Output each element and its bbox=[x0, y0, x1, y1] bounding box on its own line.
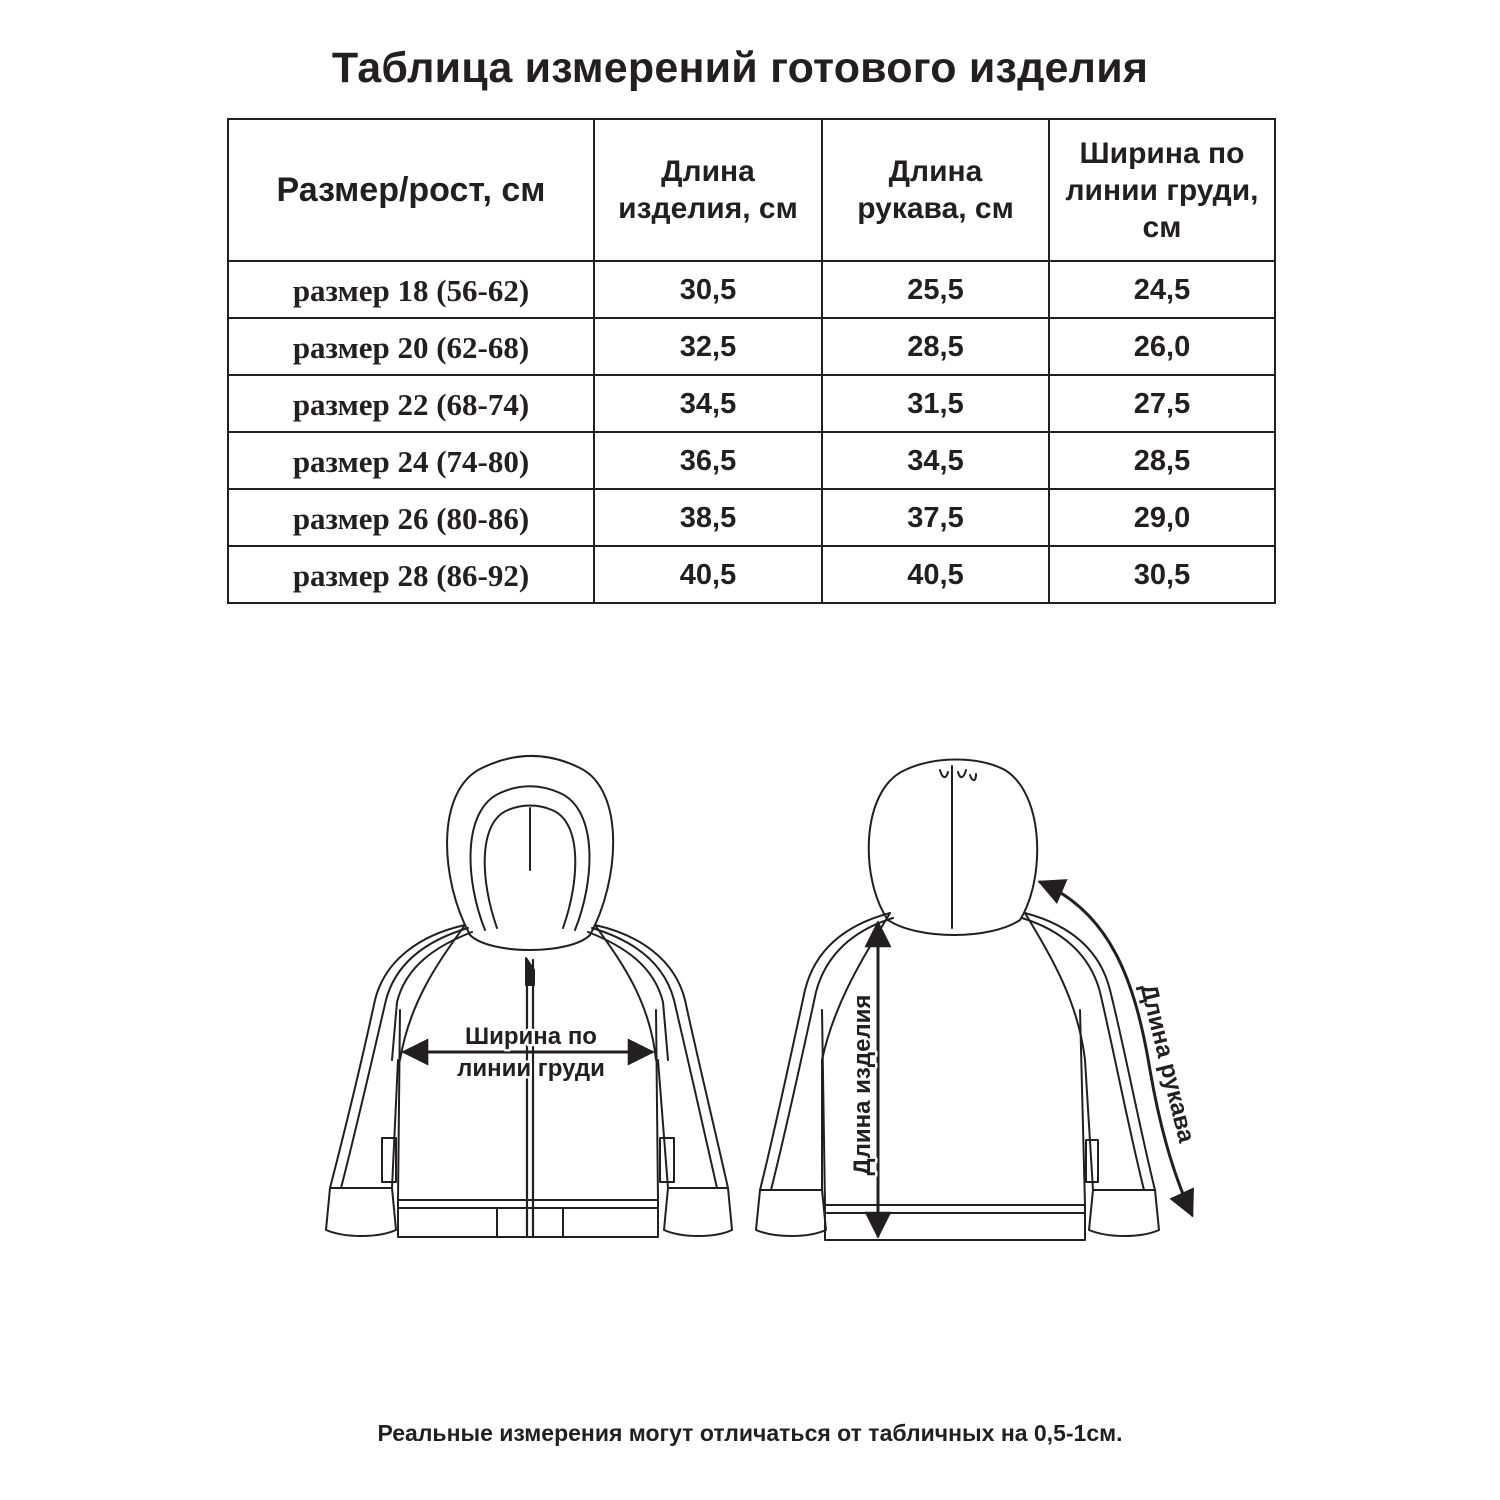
page-title: Таблица измерений готового изделия bbox=[331, 44, 1149, 92]
cell-chest: 30,5 bbox=[1049, 546, 1275, 603]
chest-width-label-line1: Ширина по bbox=[465, 1023, 597, 1050]
length-label: Длина изделия bbox=[849, 994, 876, 1176]
front-zipper bbox=[527, 960, 533, 1237]
cell-sleeve: 28,5 bbox=[822, 318, 1049, 375]
cell-length: 38,5 bbox=[594, 489, 822, 546]
cell-size: размер 26 (80-86) bbox=[228, 489, 594, 546]
cell-chest: 26,0 bbox=[1049, 318, 1275, 375]
cell-sleeve: 37,5 bbox=[822, 489, 1049, 546]
header-chest: Ширина по линии груди, см bbox=[1049, 119, 1275, 261]
cell-size: размер 28 (86-92) bbox=[228, 546, 594, 603]
header-sleeve: Длина рукава, см bbox=[822, 119, 1049, 261]
header-size: Размер/рост, см bbox=[228, 119, 594, 261]
header-length: Длина изделия, см bbox=[594, 119, 822, 261]
cell-size: размер 24 (74-80) bbox=[228, 432, 594, 489]
cell-sleeve: 25,5 bbox=[822, 261, 1049, 318]
cell-chest: 24,5 bbox=[1049, 261, 1275, 318]
cell-length: 30,5 bbox=[594, 261, 822, 318]
cell-size: размер 22 (68-74) bbox=[228, 375, 594, 432]
front-left-cuff bbox=[326, 1188, 396, 1236]
cell-sleeve: 31,5 bbox=[822, 375, 1049, 432]
front-jacket bbox=[326, 756, 732, 1237]
cell-sleeve: 34,5 bbox=[822, 432, 1049, 489]
cell-size: размер 20 (62-68) bbox=[228, 318, 594, 375]
cell-length: 32,5 bbox=[594, 318, 822, 375]
back-jacket bbox=[756, 760, 1159, 1241]
cell-length: 40,5 bbox=[594, 546, 822, 603]
cell-length: 34,5 bbox=[594, 375, 822, 432]
cell-chest: 27,5 bbox=[1049, 375, 1275, 432]
measurement-note: Реальные измерения могут отличаться от табличных на 0,5-1см. bbox=[377, 1420, 1123, 1446]
front-right-cuff bbox=[664, 1188, 732, 1236]
cell-size: размер 18 (56-62) bbox=[228, 261, 594, 318]
cell-length: 36,5 bbox=[594, 432, 822, 489]
cell-sleeve: 40,5 bbox=[822, 546, 1049, 603]
sleeve-length-label: Длина рукава bbox=[1134, 981, 1201, 1146]
cell-chest: 29,0 bbox=[1049, 489, 1275, 546]
cell-chest: 28,5 bbox=[1049, 432, 1275, 489]
chest-width-label-line2: линии груди bbox=[457, 1055, 605, 1082]
